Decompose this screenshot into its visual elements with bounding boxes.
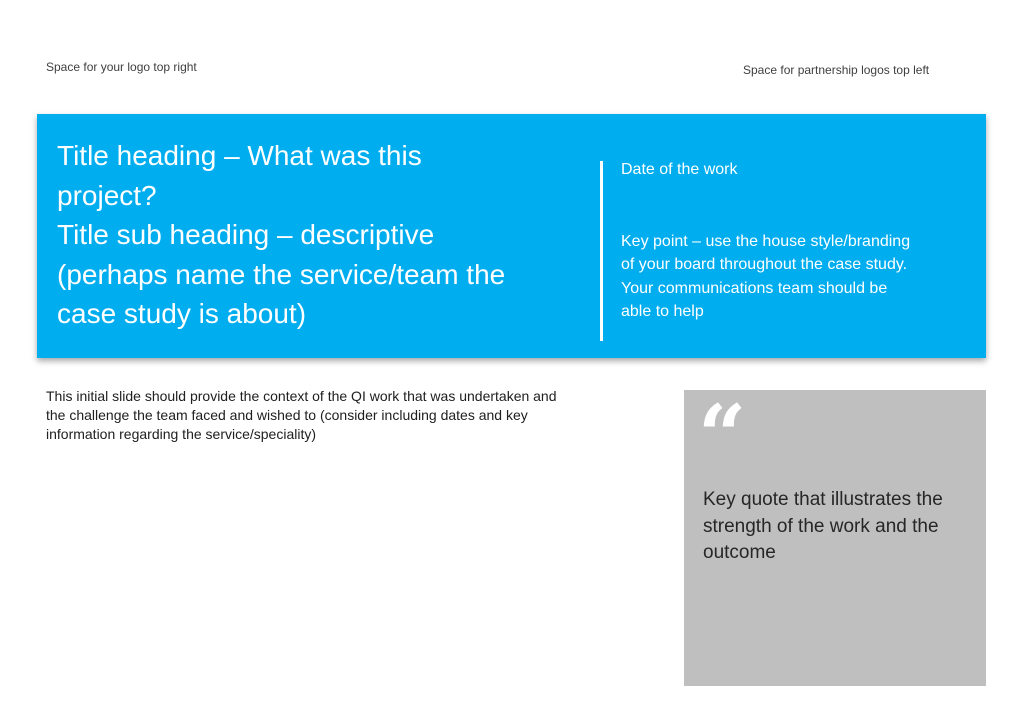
title-heading-line: Title heading – What was this bbox=[57, 140, 422, 171]
key-quote-line: Key quote that illustrates the bbox=[703, 489, 943, 510]
context-paragraph bbox=[46, 387, 646, 444]
key-point-line: of your board throughout the case study. bbox=[621, 256, 908, 274]
context-line: This initial slide should provide the context of the QI work that was undertaken and bbox=[46, 388, 557, 404]
title-subheading-line: Title sub heading – descriptive bbox=[57, 219, 435, 250]
key-point-line: Key point – use the house style/branding bbox=[621, 233, 911, 250]
title-banner bbox=[37, 114, 986, 358]
title-subheading-line: case study is about) bbox=[57, 298, 307, 329]
key-point-line: able to help bbox=[621, 302, 704, 320]
key-quote bbox=[703, 487, 973, 567]
logo-placeholder-right: Space for partnership logos top left bbox=[743, 63, 930, 77]
quote-mark-icon: “ bbox=[698, 386, 747, 485]
logo-placeholder-left: Space for your logo top right bbox=[46, 60, 197, 74]
title-block bbox=[57, 136, 567, 334]
context-line: the challenge the team faced and wished to (consider including dates and key bbox=[46, 407, 528, 423]
key-point bbox=[621, 230, 951, 323]
banner-divider bbox=[600, 161, 603, 341]
title-heading-line: project? bbox=[57, 179, 157, 211]
work-date: Date of the work bbox=[621, 161, 738, 178]
key-point-line: Your communications team should be bbox=[621, 279, 888, 297]
quote-box bbox=[684, 386, 986, 686]
key-quote-line: outcome bbox=[703, 542, 776, 563]
context-line: information regarding the service/speciality) bbox=[46, 426, 317, 442]
key-quote-line: strength of the work and the bbox=[703, 515, 939, 537]
title-subheading-line: (perhaps name the service/team the bbox=[57, 258, 506, 290]
